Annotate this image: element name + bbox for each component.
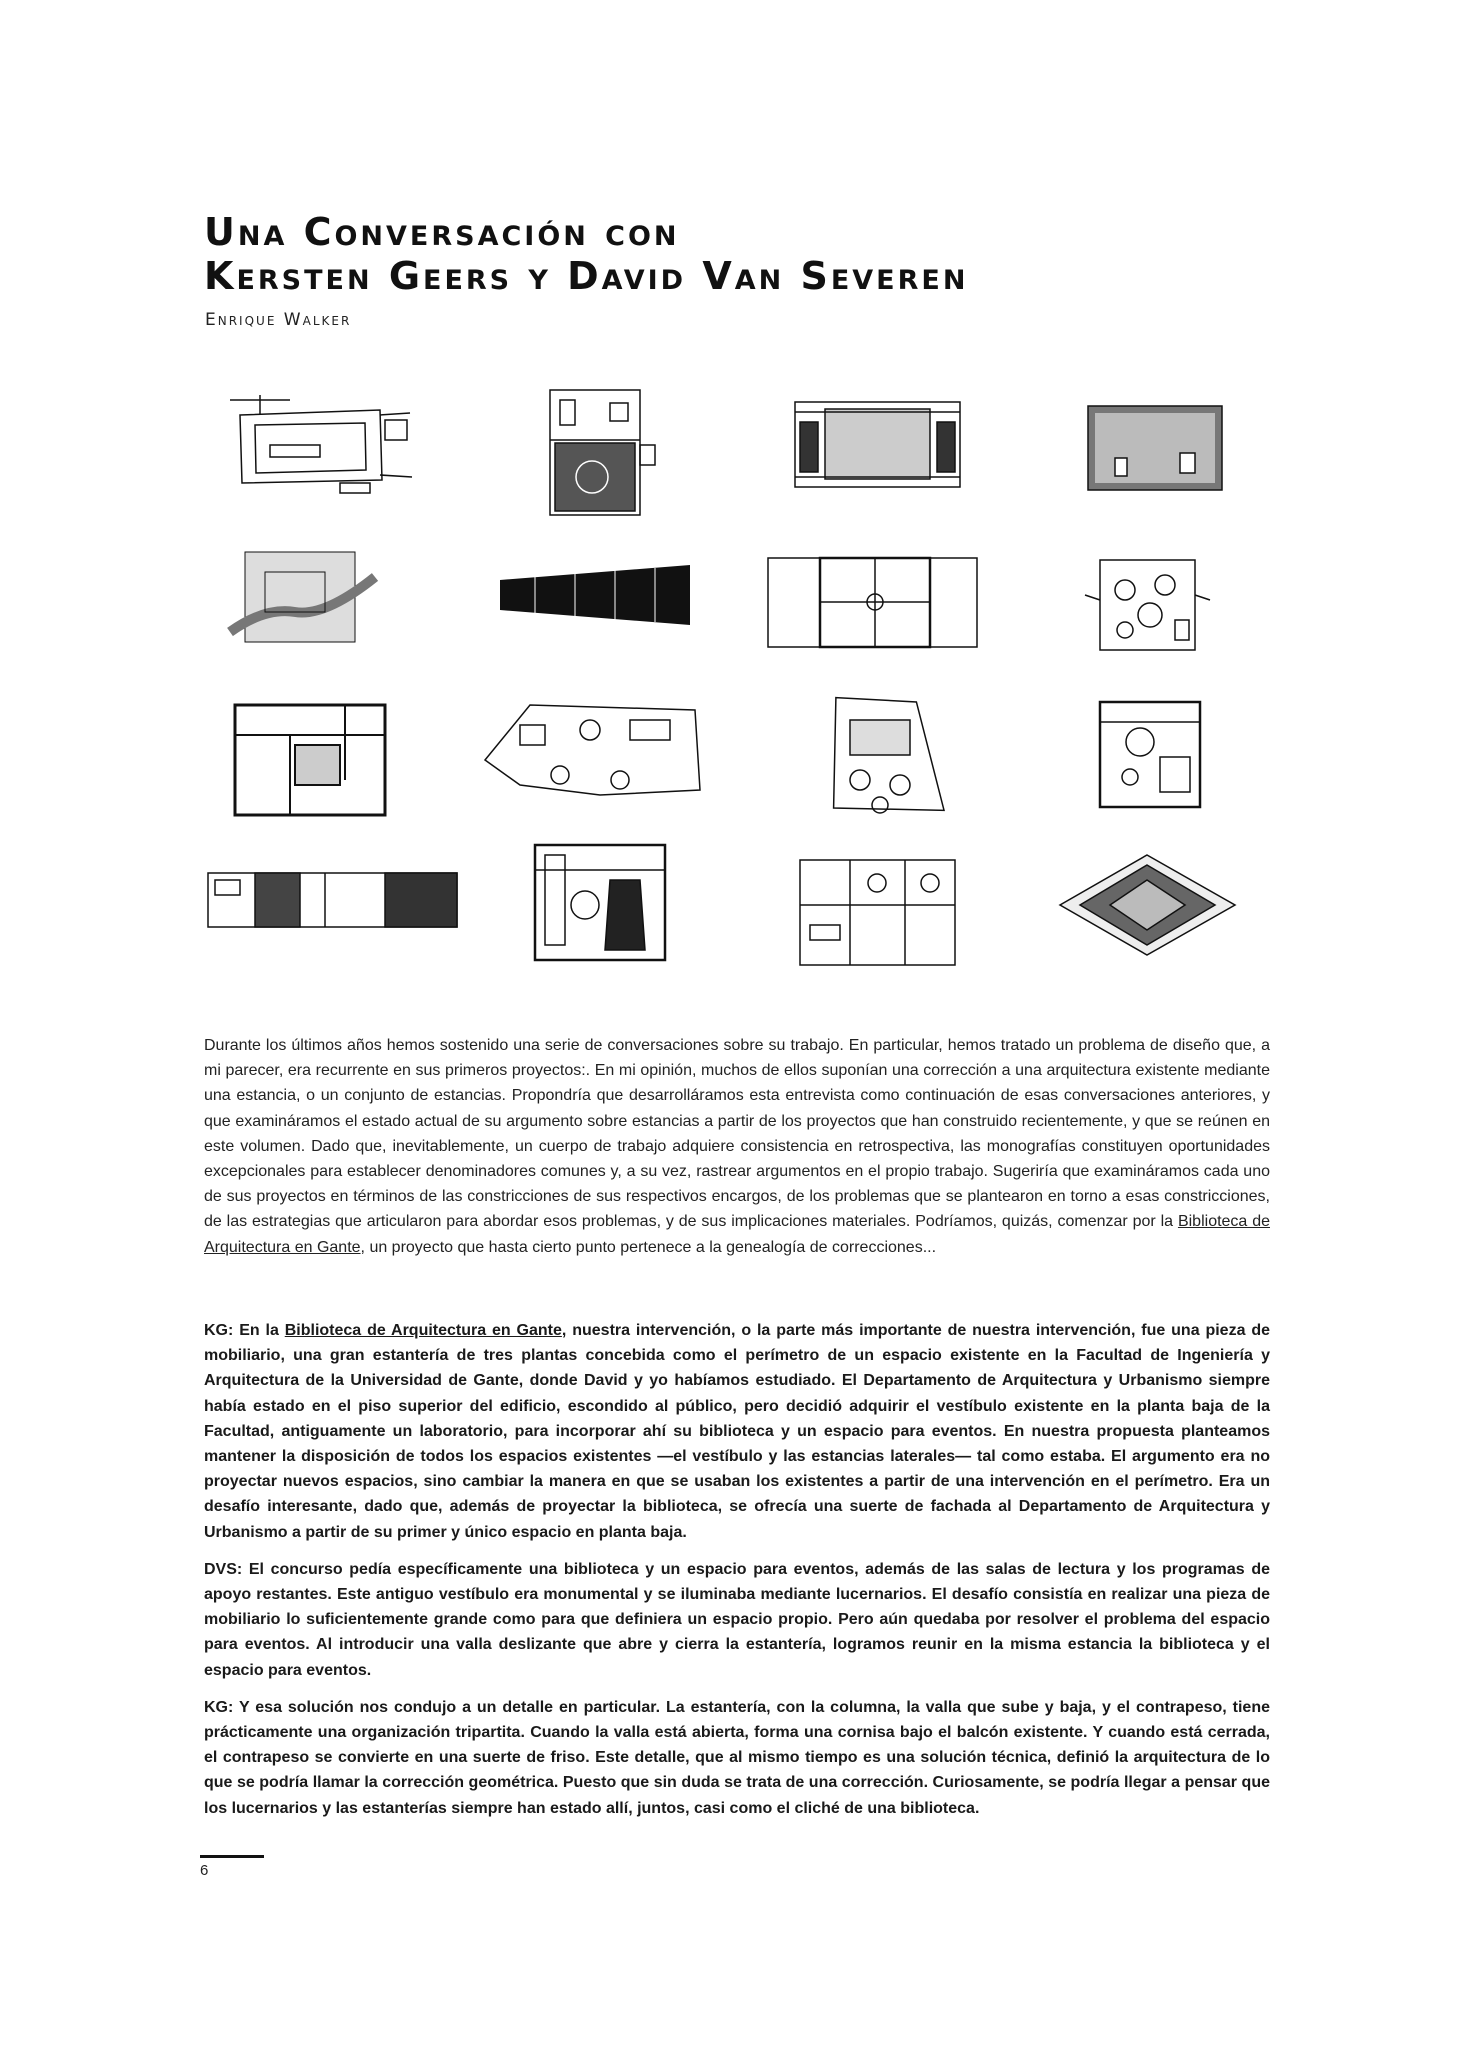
interview-dialogue — [204, 1318, 1270, 1833]
plan-drawing-10 — [480, 695, 705, 805]
article-title — [204, 210, 1304, 298]
plan-drawing-2 — [530, 385, 660, 520]
dialogue-link-biblioteca[interactable]: Biblioteca de Arquitectura en Gante — [284, 1322, 562, 1339]
plan-drawing-3 — [790, 397, 965, 492]
dialogue-paragraph-3: KG: Y esa solución nos condujo a un detalle en particular. La estantería, con la columna, la valla que sube y baja, y el contrapeso, tiene prácticamente una organización tripartita. Cuando la valla está abierta, forma una cornisa bajo el balcón existente. Y cuando está cerrada, el contrapeso se convierte en una suerte de friso. Este detalle, que al mismo tiempo es una solución técnica, definió la arquitectura de lo que se podría llamar la corrección geométrica. Puesto que sin duda se trata de una corrección. Curiosamente, se podría llegar a pensar que los lucernarios y las estanterías siempre han estado allí, juntos, casi como el cliché de una biblioteca. — [204, 1698, 1270, 1817]
intro-text-1: Durante los últimos años hemos sostenido una serie de conversaciones sobre su trabajo. En particular, hemos tratado un problema de diseño que, a mi parecer, era recurrente en sus primeros proyectos:. En mi opinión, muchos de ellos suponían una corrección a una arquitectura existente mediante una estancia, o un conjunto de estancias. Propondría que desarrolláramos esta entrevista como continuación de esas conversaciones anteriores, y que examináramos el estado actual de su argumento sobre estancias a partir de los proyectos que han construido recientemente, y que se reúnen en este volumen. Dado que, inevitablemente, un cuerpo de trabajo adquiere consistencia en retrospectiva, las monografías constituyen oportunidades excepcionales para establecer denominadores comunes y, a su vez, rastrear argumentos en el propio trabajo. Sugeriría que examináramos cada uno de sus proyectos en términos de las constricciones de sus respectivos encargos, de los problemas que se plantearon en torno a esas constricciones, de las estrategias que articularon para abordar esos problemas, y de sus implicaciones materiales. Podríamos, quizás, comenzar por la — [204, 1037, 1270, 1231]
plan-drawing-14 — [530, 840, 670, 965]
plan-drawing-9 — [230, 700, 390, 820]
plan-drawing-12 — [1095, 697, 1210, 812]
author-name: Enrique Walker — [205, 310, 352, 330]
plan-drawing-11 — [800, 685, 950, 825]
intro-link-biblioteca[interactable]: Biblioteca de Arquitectura en Gante — [204, 1213, 1270, 1256]
intro-paragraph — [204, 1033, 1270, 1260]
plan-drawing-16 — [1055, 850, 1240, 960]
dialogue-paragraph-1 — [204, 1318, 1270, 1545]
plan-drawings-grid — [200, 385, 1300, 985]
page-number: 6 — [200, 1862, 209, 1879]
plan-drawing-6 — [495, 560, 695, 630]
intro-text-2: , un proyecto que hasta cierto punto pertenece a la genealogía de correcciones... — [360, 1238, 937, 1256]
plan-drawing-15 — [795, 855, 960, 970]
title-line-2: Kersten Geers y David Van Severen — [204, 254, 969, 298]
footer-rule — [200, 1855, 264, 1858]
dialogue-paragraph-2: DVS: El concurso pedía específicamente una biblioteca y un espacio para eventos, además de las salas de lectura y los programas de apoyo restantes. Este antiguo vestíbulo era monumental y se iluminaba mediante lucernarios. El desafío consistía en realizar una pieza de mobiliario lo suficientemente grande como para que definiera un espacio propio. Pero aún quedaba por resolver el problema del espacio para eventos. Al introducir una valla deslizante que abre y cierra la estantería, logramos reunir en la misma estancia la biblioteca y el espacio para eventos. — [204, 1560, 1270, 1679]
plan-drawing-7 — [765, 555, 980, 650]
dialogue-text-1: , nuestra intervención, o la parte más importante de nuestra intervención, fue una pieza de mobiliario, una gran estantería de tres plantas concebida como el perímetro de un espacio existente en la Facultad de Ingeniería y Arquitectura de la Universidad de Gante, donde David y yo habíamos estudiado. El Departamento de Arquitectura y Urbanismo siempre había estado en el piso superior del edificio, escondido al público, pero decidió adquirir el vestíbulo existente en la planta baja de la Facultad, antiguamente un laboratorio, para incorporar ahí su biblioteca y un espacio para eventos. En nuestra propuesta planteamos mantener la disposición de todos los espacios existentes —el vestíbulo y las estancias laterales— tal como estaba. El argumento era no proyectar nuevos espacios, sino cambiar la manera en que se usaban los existentes a partir de una intervención en el perímetro. Era un desafío interesante, dado que, además de proyectar la biblioteca, se ofrecía una suerte de fachada al Departamento de Arquitectura y Urbanismo a partir de su primer y único espacio en planta baja. — [204, 1322, 1271, 1541]
plan-drawing-1 — [230, 395, 415, 495]
dialogue-prefix: KG: En la — [204, 1322, 285, 1339]
plan-drawing-8 — [1080, 545, 1215, 660]
plan-drawing-5 — [225, 547, 380, 647]
plan-drawing-4 — [1085, 403, 1225, 493]
plan-drawing-13 — [205, 870, 460, 930]
title-line-1: Una Conversación con — [204, 210, 680, 254]
